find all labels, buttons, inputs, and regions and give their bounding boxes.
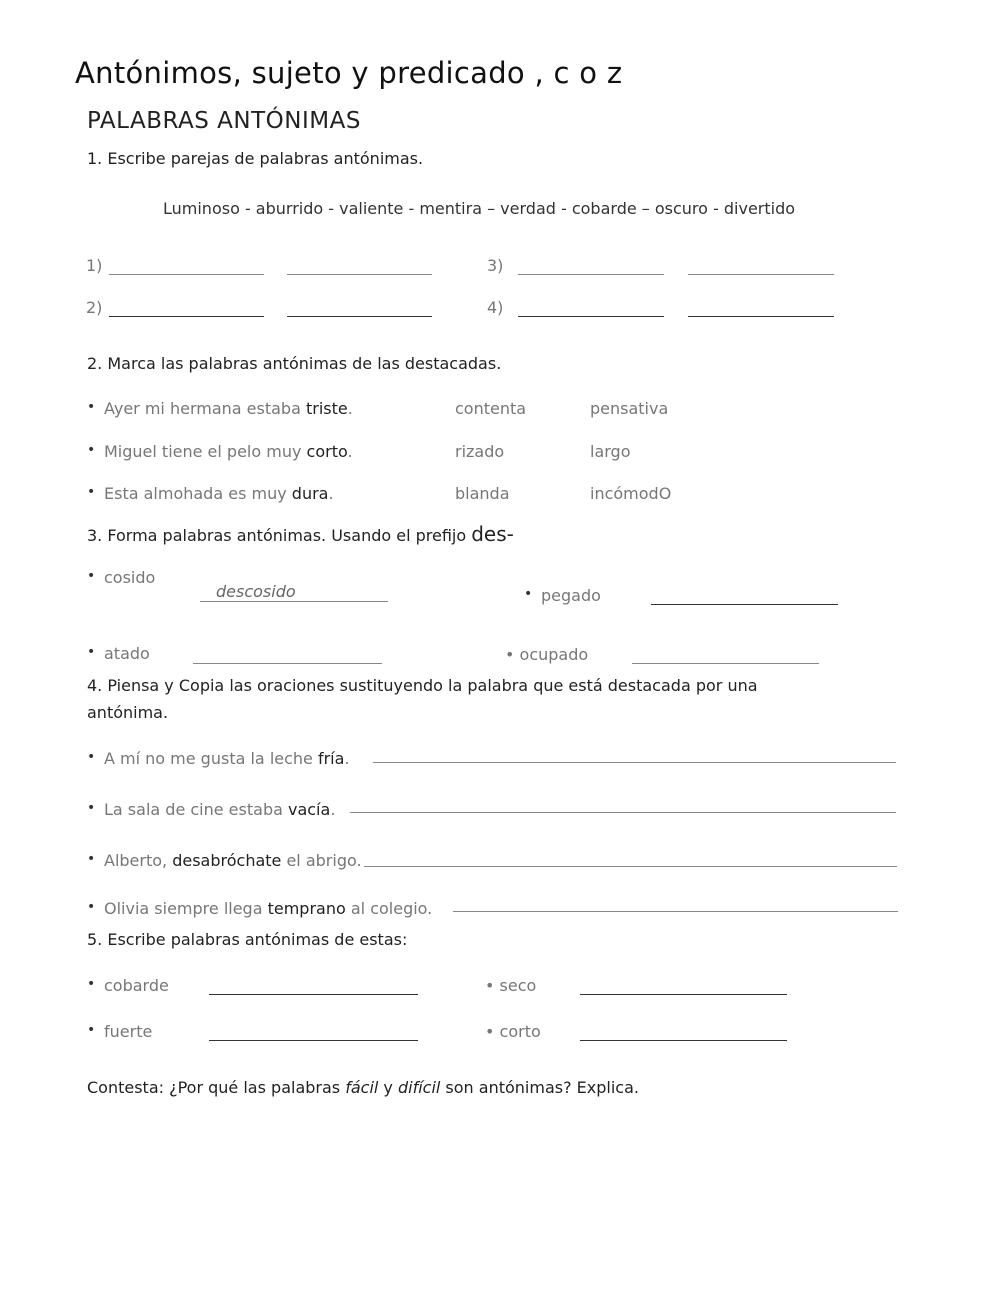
- bullet-icon: •: [87, 851, 96, 867]
- ex2-instruction: 2. Marca las palabras antónimas de las destacadas.: [87, 354, 502, 373]
- answer-line: [109, 274, 264, 275]
- ex5-word: fuerte: [104, 1022, 153, 1041]
- ex2-option[interactable]: contenta: [455, 399, 527, 418]
- ex3-instruction: 3. Forma palabras antónimas. Usando el prefijo des-: [87, 522, 514, 546]
- answer-line: [373, 762, 896, 763]
- answer-line: [209, 994, 418, 995]
- ex5-instruction: 5. Escribe palabras antónimas de estas:: [87, 930, 408, 949]
- ex2-sentence: Esta almohada es muy dura.: [104, 484, 334, 503]
- answer-line: [518, 274, 664, 275]
- answer-line: [209, 1040, 418, 1041]
- answer-line: [518, 316, 664, 317]
- answer-line: [109, 316, 264, 317]
- ex1-answer-1a[interactable]: [109, 252, 264, 274]
- ex4-sentence: Alberto, desabróchate el abrigo.: [104, 851, 362, 870]
- bullet-icon: •: [87, 800, 96, 816]
- ex5-word: cobarde: [104, 976, 169, 995]
- ex4-sentence: La sala de cine estaba vacía.: [104, 800, 336, 819]
- bullet-icon: •: [524, 586, 533, 602]
- ex4-answer-3[interactable]: [364, 844, 897, 866]
- answer-line: [632, 663, 819, 664]
- bullet-icon: •: [87, 899, 96, 915]
- ex1-answer-4a[interactable]: [518, 294, 664, 316]
- bullet-icon: •: [87, 749, 96, 765]
- ex4-answer-2[interactable]: [350, 790, 896, 812]
- answer-line: [200, 601, 388, 602]
- ex3-answer-pegado[interactable]: [651, 582, 838, 604]
- bullet-icon: •: [87, 644, 96, 660]
- ex3-word: atado: [104, 644, 150, 663]
- page-title: Antónimos, sujeto y predicado , c o z: [75, 56, 623, 90]
- ex2-sentence: Ayer mi hermana estaba triste.: [104, 399, 353, 418]
- ex3-word: • ocupado: [505, 645, 589, 664]
- ex2-option[interactable]: rizado: [455, 442, 505, 461]
- answer-line: [688, 274, 834, 275]
- section-heading: PALABRAS ANTÓNIMAS: [87, 108, 361, 134]
- answer-line: [287, 274, 432, 275]
- answer-line: [364, 866, 897, 867]
- ex2-option[interactable]: blanda: [455, 484, 510, 503]
- ex1-item-label: 4): [487, 298, 504, 317]
- ex4-sentence: Olivia siempre llega temprano al colegio.: [104, 899, 433, 918]
- ex2-sentence: Miguel tiene el pelo muy corto.: [104, 442, 353, 461]
- ex1-word-list: Luminoso - aburrido - valiente - mentira – verdad - cobarde – oscuro - divertido: [163, 199, 796, 218]
- ex4-answer-4[interactable]: [453, 889, 898, 911]
- answer-line: [350, 812, 896, 813]
- final-question: Contesta: ¿Por qué las palabras fácil y difícil son antónimas? Explica.: [87, 1078, 639, 1097]
- ex5-answer-seco[interactable]: [580, 972, 787, 994]
- answer-line: [580, 1040, 787, 1041]
- bullet-icon: •: [87, 442, 96, 458]
- bullet-icon: •: [87, 399, 96, 415]
- answer-line: [580, 994, 787, 995]
- ex2-option[interactable]: pensativa: [590, 399, 669, 418]
- ex5-answer-fuerte[interactable]: [209, 1018, 418, 1040]
- ex4-instruction: 4. Piensa y Copia las oraciones sustituyendo la palabra que está destacada por una: [87, 676, 758, 695]
- ex3-word: cosido: [104, 568, 156, 587]
- ex1-answer-3b[interactable]: [688, 252, 834, 274]
- ex5-answer-cobarde[interactable]: [209, 972, 418, 994]
- ex1-answer-2b[interactable]: [287, 294, 432, 316]
- ex1-answer-1b[interactable]: [287, 252, 432, 274]
- ex3-answer-atado[interactable]: [193, 641, 382, 663]
- ex5-word: • corto: [485, 1022, 541, 1041]
- ex4-answer-1[interactable]: [373, 740, 896, 762]
- ex1-answer-3a[interactable]: [518, 252, 664, 274]
- bullet-icon: •: [87, 976, 96, 992]
- ex1-answer-4b[interactable]: [688, 294, 834, 316]
- bullet-icon: •: [87, 1022, 96, 1038]
- ex1-instruction: 1. Escribe parejas de palabras antónimas.: [87, 149, 424, 168]
- answer-line: [193, 663, 382, 664]
- ex5-answer-corto[interactable]: [580, 1018, 787, 1040]
- bullet-icon: •: [87, 484, 96, 500]
- bullet-icon: •: [87, 568, 96, 584]
- ex3-answer-ocupado[interactable]: [632, 641, 819, 663]
- ex2-option[interactable]: incómodO: [590, 484, 672, 503]
- answer-line: [287, 316, 432, 317]
- ex4-instruction-cont: antónima.: [87, 703, 169, 722]
- ex5-word: • seco: [485, 976, 537, 995]
- ex1-answer-2a[interactable]: [109, 294, 264, 316]
- ex3-word: pegado: [541, 586, 601, 605]
- answer-line: [651, 604, 838, 605]
- answer-line: [453, 911, 898, 912]
- ex1-item-label: 3): [487, 256, 504, 275]
- answer-line: [688, 316, 834, 317]
- ex1-item-label: 1): [86, 256, 103, 275]
- ex4-sentence: A mí no me gusta la leche fría.: [104, 749, 350, 768]
- ex3-answer-cosido[interactable]: descosido: [216, 582, 296, 601]
- ex2-option[interactable]: largo: [590, 442, 631, 461]
- ex1-item-label: 2): [86, 298, 103, 317]
